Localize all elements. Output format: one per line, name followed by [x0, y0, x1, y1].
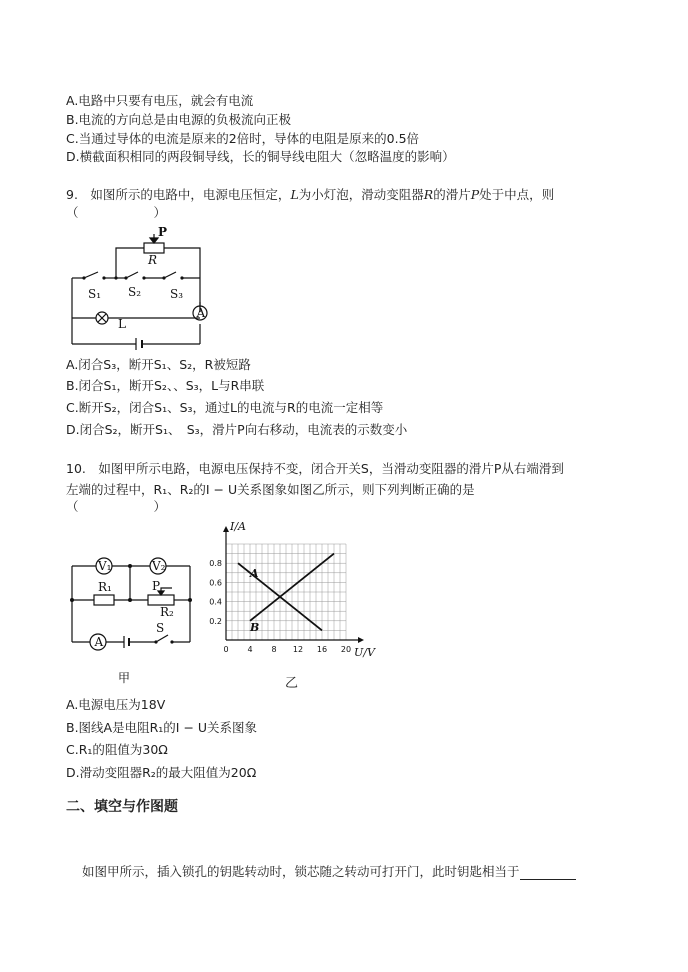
- x-tick-label: 20: [340, 645, 352, 654]
- y-tick-label: 0.4: [209, 597, 222, 607]
- y-axis-arrow: [223, 526, 229, 532]
- q9-stem-part4: 处于中点，则: [479, 187, 555, 202]
- x-tick-label: 0: [223, 645, 229, 654]
- q10-caption-yi: 乙: [285, 676, 299, 691]
- q9-circuit-diagram: [60, 220, 220, 350]
- q10-label-r2: R₂: [160, 605, 174, 619]
- q9-answer-paren: （ ）: [66, 205, 167, 220]
- q9-stem-part3: 的滑片: [433, 187, 471, 202]
- q9-option-b: B.闭合S₁，断开S₂、、S₃，L与R串联: [66, 378, 265, 393]
- q9-stem-part1: 9. 如图所示的电路中，电源电压恒定，: [66, 187, 291, 202]
- q10-label-r1: R₁: [98, 580, 112, 594]
- q9-label-l: L: [118, 317, 126, 331]
- x-axis-arrow: [358, 637, 364, 643]
- x-tick-label: 12: [292, 645, 304, 654]
- q10-stem-line2: 左端的过程中，R₁、R₂的I − U关系图象如图乙所示，则下列判断正确的是: [66, 482, 475, 497]
- q9-stem-part2: 为小灯泡，滑动变阻器: [298, 187, 424, 202]
- q10-label-s: S: [156, 621, 165, 635]
- q8-option-a: A.电路中只要有电压，就会有电流: [66, 93, 254, 108]
- y-tick-label: 0.6: [209, 578, 222, 588]
- q8-option-c: C.当通过导体的电流是原来的2倍时，导体的电阻是原来的0.5倍: [66, 131, 420, 146]
- x-tick-label: 16: [316, 645, 328, 654]
- q10-option-b: B.图线A是电阻R₁的I − U关系图象: [66, 720, 258, 735]
- q10-label-v1: V₁: [98, 559, 112, 573]
- q10-iu-graph: [200, 516, 390, 666]
- x-tick-label: 8: [271, 645, 277, 654]
- y-tick-label: 0.2: [209, 616, 222, 626]
- y-tick-label: 0.8: [209, 559, 222, 569]
- q10-answer-paren: （ ）: [66, 499, 167, 514]
- q9-label-s1: S₁: [88, 287, 102, 301]
- q10-stem-line1: 10. 如图甲所示电路，电源电压保持不变，闭合开关S，当滑动变阻器的滑片P从右端滑到: [66, 461, 564, 476]
- series-label-a: A: [250, 567, 259, 581]
- series-label-b: B: [250, 620, 260, 634]
- q9-option-c: C.断开S₂，闭合S₁、S₃，通过L的电流与R的电流一定相等: [66, 400, 384, 415]
- q10-label-v2: V₂: [152, 559, 166, 573]
- q9-label-s2: S₂: [128, 285, 142, 299]
- q9-stem-R: R: [423, 187, 434, 202]
- fill-question: [82, 864, 576, 880]
- q9-stem-L: L: [290, 187, 299, 202]
- q9-label-p: P: [158, 225, 168, 239]
- q10-circuit-diagram: [64, 548, 196, 688]
- q9-stem-P: P: [470, 187, 480, 202]
- q10-option-c: C.R₁的阻值为30Ω: [66, 742, 168, 757]
- q9-label-r: R: [148, 253, 158, 267]
- q8-option-d: D.横截面积相同的两段铜导线，长的铜导线电阻大（忽略温度的影响）: [66, 149, 455, 164]
- q9-stem: [66, 187, 554, 203]
- q10-caption-jia: 甲: [118, 671, 131, 685]
- q9-option-a: A.闭合S₃，断开S₁、S₂，R被短路: [66, 357, 251, 372]
- q10-label-p: P: [152, 579, 161, 593]
- answer-blank[interactable]: [520, 867, 576, 880]
- fill-question-text: 如图甲所示，插入锁孔的钥匙转动时，锁芯随之转动可打开门，此时钥匙相当于: [82, 864, 520, 879]
- y-axis-label: I/A: [230, 520, 246, 533]
- q10-option-d: D.滑动变阻器R₂的最大阻值为20Ω: [66, 765, 257, 780]
- graph-axes: [223, 520, 376, 659]
- q10-label-ammeter: A: [94, 635, 104, 649]
- x-axis-label: U/V: [354, 646, 375, 659]
- q8-option-b: B.电流的方向总是由电源的负极流向正极: [66, 112, 292, 127]
- x-tick-label: 4: [247, 645, 253, 654]
- q9-option-d: D.闭合S₂，断开S₁、 S₃，滑片P向右移动，电流表的示数变小: [66, 422, 408, 437]
- q10-option-a: A.电源电压为18V: [66, 697, 166, 712]
- section-title: 二、填空与作图题: [66, 799, 178, 815]
- q9-label-s3: S₃: [170, 287, 184, 301]
- q9-label-ammeter: A: [196, 306, 206, 320]
